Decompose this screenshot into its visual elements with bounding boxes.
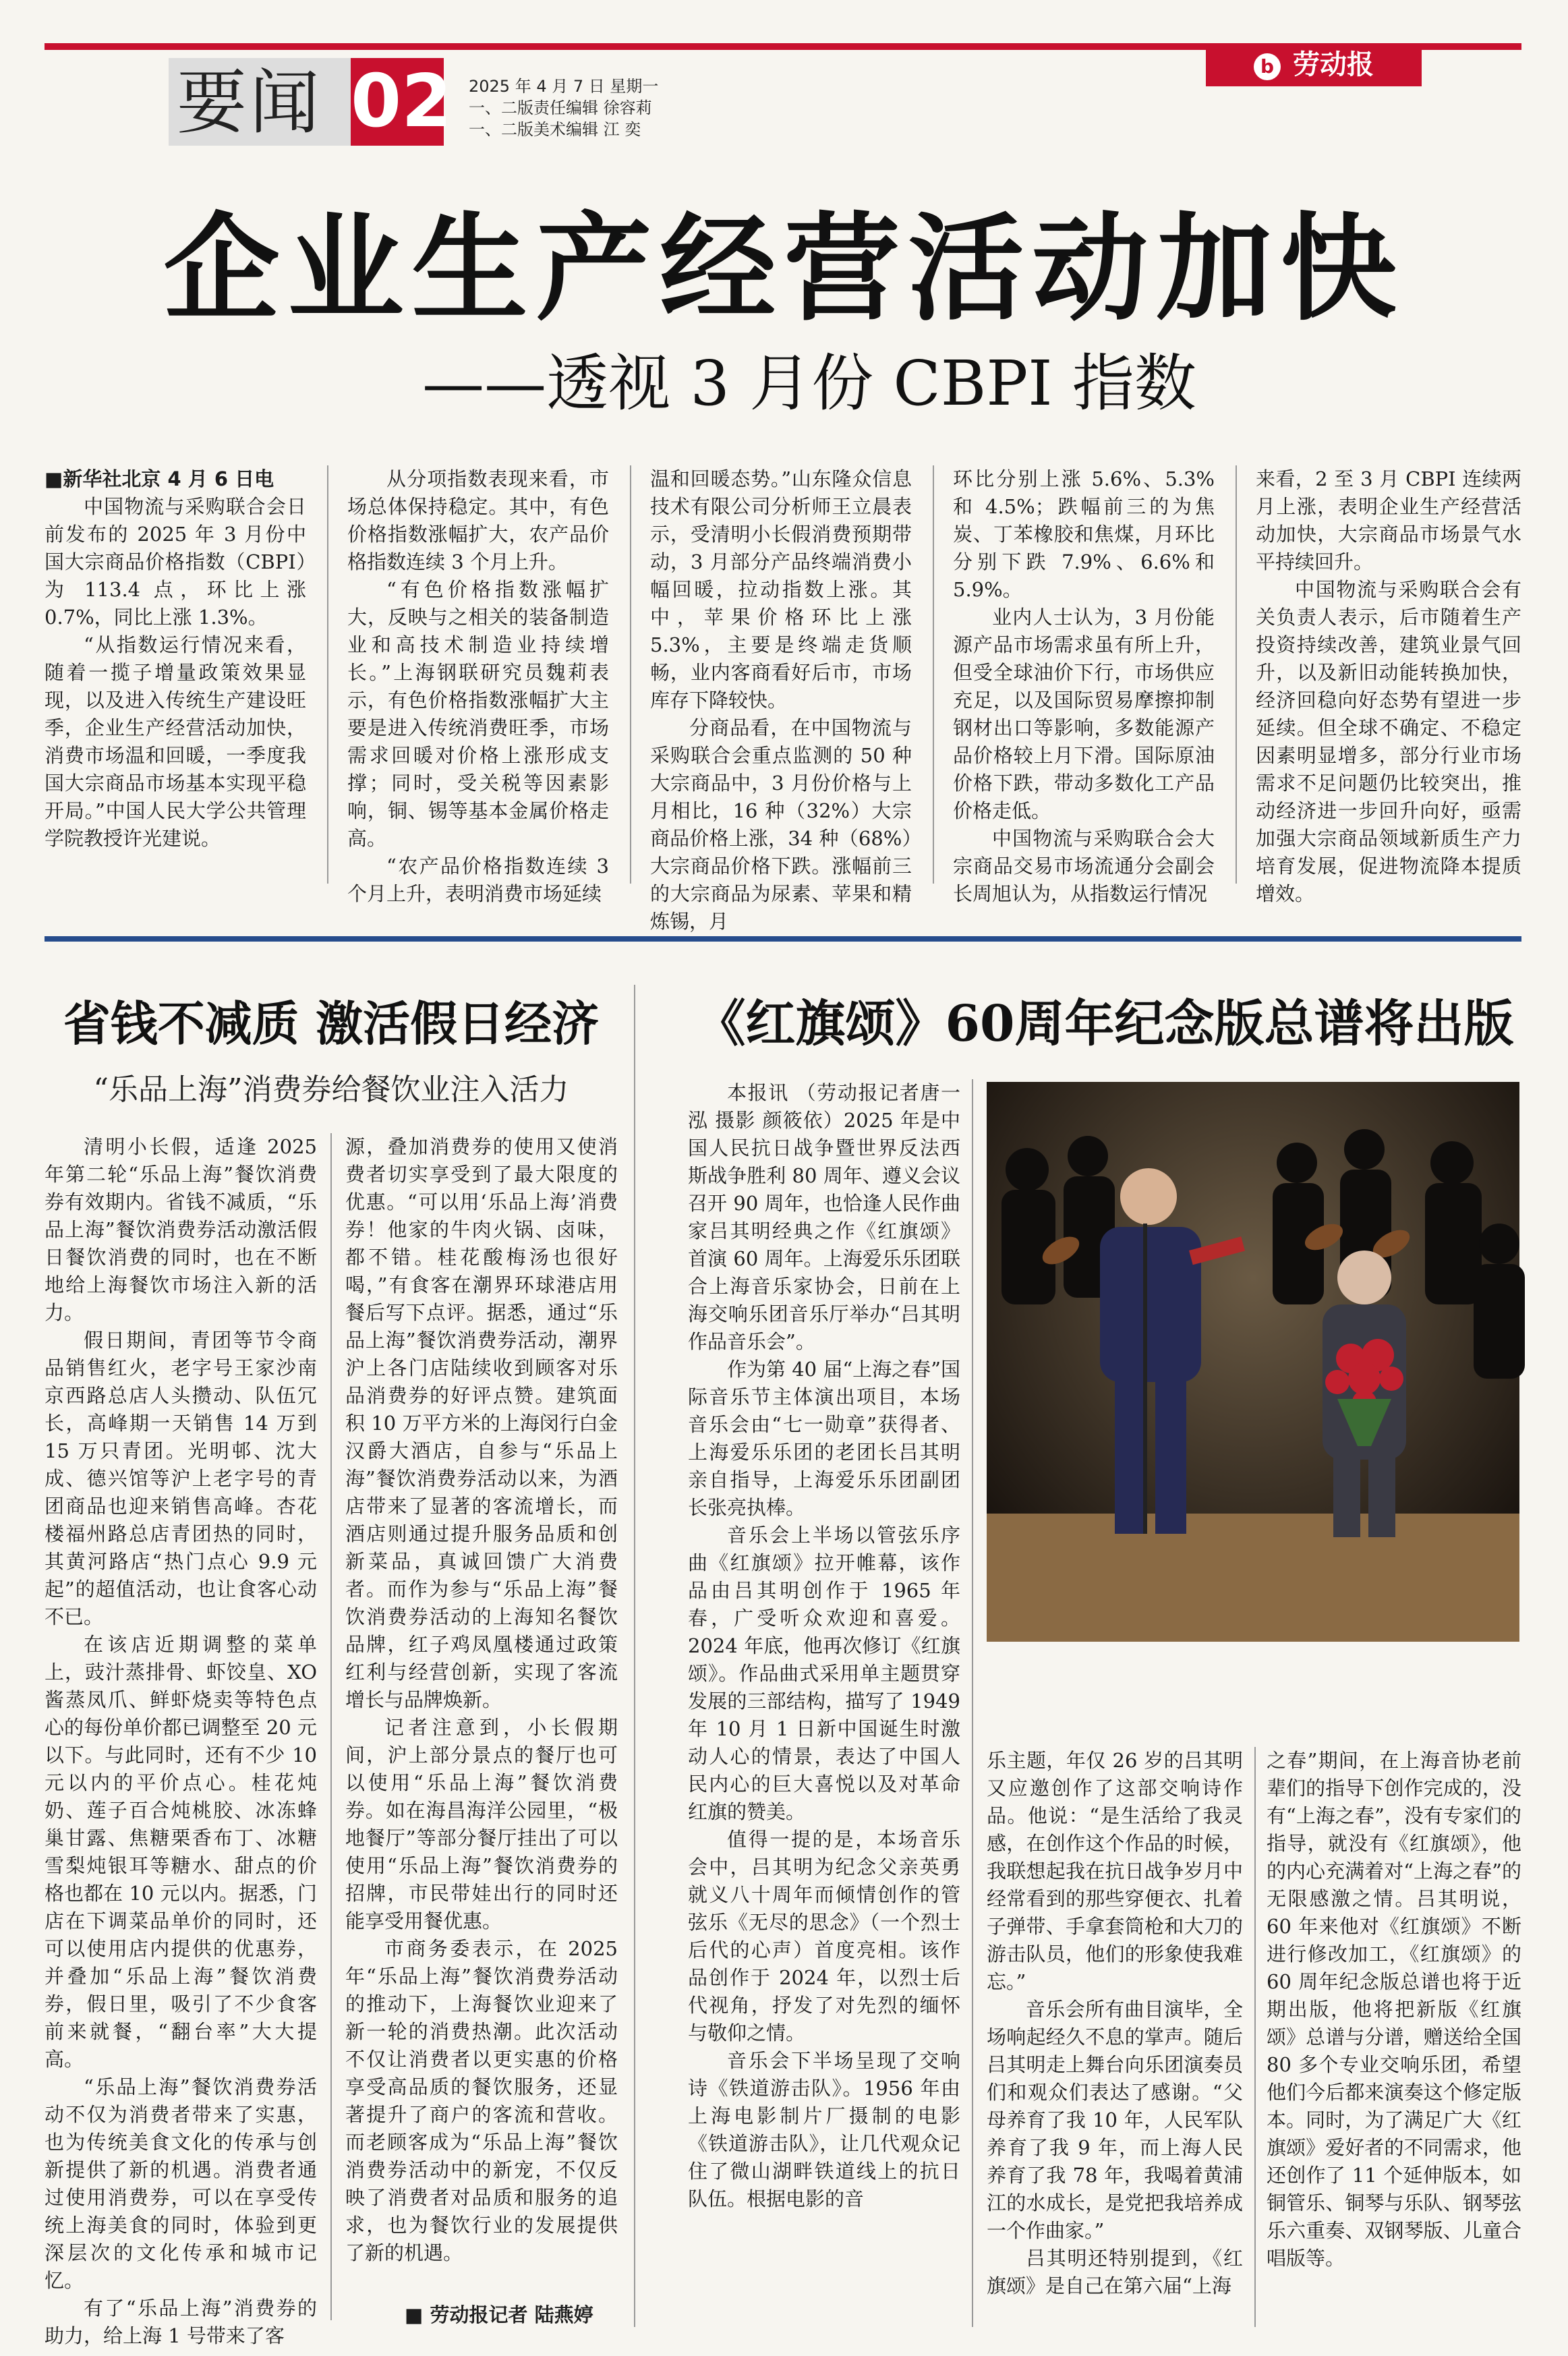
column-divider (933, 465, 934, 884)
stage-floor (987, 1514, 1519, 1642)
page-number: 02 (351, 58, 444, 146)
lead-column-5 (1256, 465, 1521, 905)
column-divider (630, 465, 631, 884)
paragraph: “从指数运行情况来看，随着一揽子增量政策效果显现，以及进入传统生产建设旺季，企业生产经营活动加快，消费市场温和回暖，一季度我国大宗商品市场基本实现平稳开局。”中国人民大学公共管理学院教授许光建说。 (45, 633, 306, 850)
lead-subheadline: ——透视 3 月份 CBPI 指数 (422, 347, 1196, 420)
paragraph: 假日期间，青团等节令商品销售红火，老字号王家沙南京西路总店人头攒动、队伍冗长，高峰期一天销售 14 万到 15 万只青团。光明邨、沈大成、德兴馆等沪上老字号的青团商品也迎来销售高峰。杏花楼福州路总店青团热的同时，其黄河路店“热门点心 9.9 元起”的超值活动，也让食客心动不已。 (45, 1329, 317, 1628)
paragraph: 中国物流与采购联合会日前发布的 2025 年 3 月份中国大宗商品价格指数（CBPI）为 113.4 点，环比上涨 0.7%，同比上涨 1.3%。 (45, 495, 306, 629)
art-editor: 一、二版美术编辑 江 奕 (469, 120, 641, 139)
lead-column-1 (45, 465, 306, 890)
paragraph: 音乐会上半场以管弦乐序曲《红旗颂》拉开帷幕，该作品由吕其明创作于 1965 年春，广受听众欢迎和喜爱。2024 年底，他再次修订《红旗颂》。作品曲式采用单主题贯穿发展的三部结构，描写了 1949 年 10 月 1 日新中国诞生时激动人心的情景，表达了中国人民内心的巨大喜悦以及对革命红旗的赞美。 (688, 1524, 960, 1823)
paragraph: 音乐会下半场呈现了交响诗《铁道游击队》。1956 年由上海电影制片厂摄制的电影《铁道游击队》，让几代观众记住了微山湖畔铁道线上的抗日队伍。根据电影的音 (688, 2049, 960, 2210)
column-divider (327, 465, 328, 884)
paragraph: 从分项指数表现来看，市场总体保持稳定。其中，有色价格指数涨幅扩大，农产品价格指数连续 3 个月上升。 (347, 467, 609, 573)
column-divider (972, 1079, 973, 2327)
column-divider (330, 1133, 332, 2320)
paragraph: 来看，2 至 3 月 CBPI 连续两月上涨，表明企业生产经营活动加快，大宗商品市场景气水平持续回升。 (1256, 467, 1521, 573)
paragraph: 在该店近期调整的菜单上，豉汁蒸排骨、虾饺皇、XO 酱蒸凤爪、鲜虾烧卖等特色点心的每份单价都已调整至 20 元以下。与此同时，还有不少 10 元以内的平价点心。桂花炖奶、莲子百合炖桃胶、冰冻蜂巢甘露、焦糖栗香布丁、冰糖雪梨炖银耳等糖水、甜点的价格也都在 10 元以内。据悉，门店在下调菜品单价的同时，还可以使用店内提供的优惠券，并叠加“乐品上海”餐饮消费券，假日里，吸引了不少食客前来就餐，“翻台率”大大提高。 (45, 1633, 317, 2071)
paragraph: 清明小长假，适逢 2025 年第二轮“乐品上海”餐饮消费券有效期内。省钱不减质，“乐品上海”餐饮消费券活动激活假日餐饮消费的同时，也在不断地给上海餐饮市场注入新的活力。 (45, 1135, 317, 1324)
consumption-column-1 (45, 1133, 317, 2347)
lead-headline: 企业生产经营活动加快 (163, 200, 1405, 337)
paragraph: 温和回暖态势。”山东隆众信息技术有限公司分析师王立晨表示，受清明小长假消费预期带动，3 月部分产品终端消费小幅回暖，拉动指数上涨。其中，苹果价格环比上涨 5.3%，主要是终端走货顺畅，业内客商看好后市，市场库存下降较快。 (650, 467, 912, 712)
red-flag-headline: 《红旗颂》60周年纪念版总谱将出版 (695, 995, 1514, 1053)
paragraph: 值得一提的是，本场音乐会中，吕其明为纪念父亲英勇就义八十周年而倾情创作的管弦乐《无尽的思念》（一个烈士后代的心声）首度亮相。该作品创作于 2024 年，以烈士后代视角，抒发了对先烈的缅怀与敬仰之情。 (688, 1828, 960, 2044)
concert-stage-illustration (987, 1082, 1519, 1642)
paragraph: 业内人士认为，3 月份能源产品市场需求虽有所上升，但受全球油价下行，市场供应充足，以及国际贸易摩擦抑制钢材出口等影响，多数能源产品价格较上月下滑。国际原油价格下跌，带动多数化工产品价格走低。 (953, 606, 1215, 822)
lead-column-2 (347, 465, 609, 905)
consumption-subheadline: “乐品上海”消费券给餐饮业注入活力 (93, 1072, 569, 1107)
section-name: 要闻 (177, 61, 323, 144)
paragraph: 分商品看，在中国物流与采购联合会重点监测的 50 种大宗商品中，3 月份价格与上月相比，16 种（32%）大宗商品价格上涨，34 种（68%）大宗商品价格下跌。涨幅前三的大宗商品为尿素、苹果和精炼锡，月 (650, 716, 912, 933)
paragraph: 环比分别上涨 5.6%、5.3%和 4.5%；跌幅前三的为焦炭、丁苯橡胶和焦煤，月环比分别下跌 7.9%、6.6%和 5.9%。 (953, 467, 1215, 601)
paragraph: 源，叠加消费券的使用又使消费者切实享受到了最大限度的优惠。“可以用‘乐品上海’消费券！他家的牛肉火锅、卤味，都不错。桂花酸梅汤也很好喝，”有食客在潮界环球港店用餐后写下点评。据悉，通过“乐品上海”餐饮消费券活动，潮界沪上各门店陆续收到顾客对乐品消费券的好评点赞。建筑面积 10 万平方米的上海闵行白金汉爵大酒店，自参与“乐品上海”餐饮消费券活动以来，为酒店带来了显著的客流增长，而酒店则通过提升服务品质和创新菜品，真诚回馈广大消费者。而作为参与“乐品上海”餐饮消费券活动的上海知名餐饮品牌，红子鸡凤凰楼通过政策红利与经营创新，实现了客流增长与品牌焕新。 (345, 1135, 618, 1711)
column-divider (1236, 465, 1237, 884)
consumption-column-2 (345, 1133, 618, 2293)
paragraph: 吕其明还特别提到，《红旗颂》是自己在第六届“上海 (987, 2247, 1243, 2297)
concert-photo (987, 1082, 1519, 1642)
red-flag-column-2 (987, 1747, 1243, 2334)
newspaper-name: 劳动报 (1293, 49, 1374, 80)
newspaper-logo (1206, 43, 1422, 86)
paragraph: 乐主题，年仅 26 岁的吕其明又应邀创作了这部交响诗作品。他说：“是生活给了我灵感，在创作这个作品的时候，我联想起我在抗日战争岁月中经常看到的那些穿便衣、扎着子弹带、手拿套筒枪和大刀的游击队员，他们的形象使我难忘。” (987, 1749, 1243, 1993)
red-flag-column-1 (688, 1079, 960, 2334)
dateline: ■新华社北京 4 月 6 日电 (45, 467, 274, 490)
lead-column-4 (953, 465, 1215, 905)
paragraph: 之春”期间，在上海音协老前辈们的指导下创作完成的，没有“上海之春”，没有专家们的指导，就没有《红旗颂》，他的内心充满着对“上海之春”的无限感激之情。吕其明说，60 年来他对《红旗颂》不断进行修改加工，《红旗颂》的 60 周年纪念版总谱也将于近期出版，他将把新版《红旗颂》总谱与分谱，赠送给全国 80 多个专业交响乐团，希望他们今后都来演奏这个修定版本。同时，为了满足广大《红旗颂》爱好者的不同需求，他还创作了 11 个延伸版本，如铜管乐、铜琴与乐队、钢琴弦乐六重奏、双钢琴版、儿童合唱版等。 (1267, 1749, 1521, 2270)
issue-date: 2025 年 4 月 7 日 星期一 (469, 77, 659, 96)
paragraph: 本报讯 （劳动报记者唐一泓 摄影 颜筱依）2025 年是中国人民抗日战争暨世界反法西斯战争胜利 80 周年、遵义会议召开 90 周年，也恰逢人民作曲家吕其明经典之作《红旗颂》首演 60 周年。上海爱乐乐团联合上海音乐家协会，日前在上海交响乐团音乐厅举办“吕其明作品音乐会”。 (688, 1081, 960, 1353)
lead-column-3 (650, 465, 912, 933)
responsible-editor: 一、二版责任编辑 徐容莉 (469, 98, 652, 117)
paragraph: 中国物流与采购联合会有关负责人表示，后市随着生产投资持续改善，建筑业景气回升，以及新旧动能转换加快，经济回稳向好态势有望进一步延续。但全球不确定、不稳定因素明显增多，部分行业市场需求不足问题仍比较突出，推动经济进一步回升向好，亟需加强大宗商品领域新质生产力培育发展，促进物流降本提质增效。 (1256, 578, 1521, 905)
paragraph: 作为第 40 届“上海之春”国际音乐节主体演出项目，本场音乐会由“七一勋章”获得者、上海爱乐乐团的老团长吕其明亲自指导，上海爱乐乐团副团长张亮执棒。 (688, 1358, 960, 1519)
paragraph: “乐品上海”餐饮消费券活动不仅为消费者带来了实惠，也为传统美食文化的传承与创新提供了新的机遇。消费者通过使用消费券，可以在享受传统上海美食的同时，体验到更深层次的文化传承和城市记忆。 (45, 2075, 317, 2292)
story-divider (634, 985, 635, 2327)
red-flag-column-3 (1267, 1747, 1521, 2334)
consumption-headline: 省钱不减质 激活假日经济 (63, 996, 600, 1052)
paragraph: “有色价格指数涨幅扩大，反映与之相关的装备制造业和高技术制造业持续增长。”上海钢联研究员魏莉表示，有色价格指数涨幅扩大主要是进入传统消费旺季，市场需求回暖对价格上涨形成支撑；同时，受关税等因素影响，铜、锡等基本金属价格走高。 (347, 578, 609, 850)
paragraph: “农产品价格指数连续 3 个月上升，表明消费市场延续 (347, 855, 609, 905)
logo-mark-icon: b (1254, 53, 1281, 80)
paragraph: 音乐会所有曲目演毕，全场响起经久不息的掌声。随后吕其明走上舞台向乐团演奏员们和观众们表达了感谢。“父母养育了我 10 年，人民军队养育了我 9 年，而上海人民养育了我 78 年，我喝着黄浦江的水成长，是党把我培养成一个作曲家。” (987, 1998, 1243, 2242)
column-divider (1254, 1747, 1256, 2327)
paragraph: 市商务委表示，在 2025 年“乐品上海”餐饮消费券活动的推动下，上海餐饮业迎来了新一轮的消费热潮。此次活动不仅让消费者以更实惠的价格享受高品质的餐饮服务，还显著提升了商户的客流和营收。而老顾客成为“乐品上海”餐饮消费券活动中的新宠，不仅反映了消费者对品质和服务的追求，也为餐饮行业的发展提供了新的机遇。 (345, 1937, 618, 2264)
paragraph: 记者注意到，小长假期间，沪上部分景点的餐厅也可以使用“乐品上海”餐饮消费券。如在海昌海洋公园里，“极地餐厅”等部分餐厅挂出了可以使用“乐品上海”餐饮消费券的招牌，市民带娃出行的同时还能享受用餐优惠。 (345, 1716, 618, 1932)
section-divider (45, 936, 1521, 942)
paragraph: 有了“乐品上海”消费券的助力，给上海 1 号带来了客 (45, 2297, 317, 2347)
paragraph: 中国物流与采购联合会大宗商品交易市场流通分会副会长周旭认为，从指数运行情况 (953, 827, 1215, 905)
consumption-byline: ■ 劳动报记者 陆燕婷 (405, 2303, 593, 2326)
